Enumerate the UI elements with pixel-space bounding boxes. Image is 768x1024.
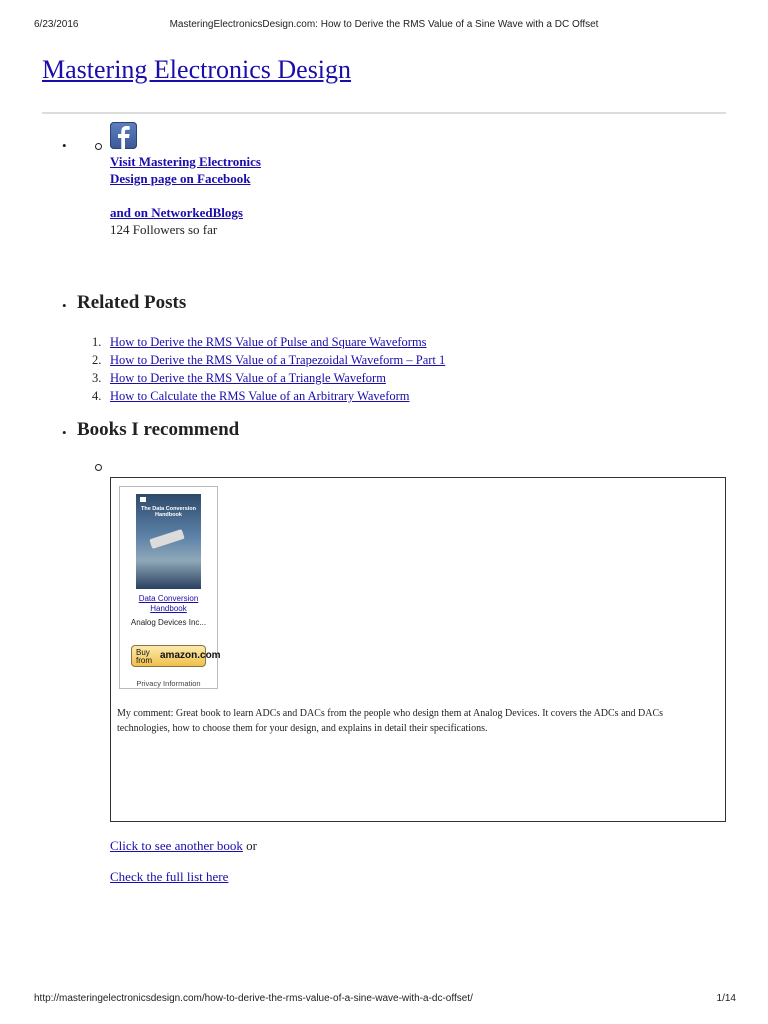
privacy-information: Privacy Information: [136, 679, 201, 688]
buy-from-amazon-button[interactable]: [131, 645, 221, 667]
list-item: [92, 387, 732, 405]
amazon-logo-text: amazon.com: [160, 650, 221, 661]
related-post-link[interactable]: How to Calculate the RMS Value of an Arbitrary Waveform: [110, 389, 410, 403]
related-post-link[interactable]: How to Derive the RMS Value of Pulse and Square Waveforms: [110, 335, 427, 349]
page-number: 1/14: [716, 993, 736, 1004]
another-book-link[interactable]: Click to see another book: [110, 838, 243, 853]
followers-count: 124 Followers so far: [110, 222, 218, 237]
print-url: http://masteringelectronicsdesign.com/how-to-derive-the-rms-value-of-a-sine-wave-with-a-dc-offset/: [34, 993, 473, 1004]
print-page-title: MasteringElectronicsDesign.com: How to Derive the RMS Value of a Sine Wave with a DC Offset: [169, 19, 599, 30]
circle-marker: [95, 143, 102, 150]
full-list-line: [110, 869, 228, 885]
book-title-link[interactable]: Data Conversion Handbook: [138, 594, 199, 613]
full-list-link[interactable]: Check the full list here: [110, 869, 229, 884]
facebook-page-link[interactable]: Visit Mastering Electronics Design page on Facebook: [110, 154, 261, 186]
book-cover-image[interactable]: [136, 494, 201, 589]
bullet-marker: •: [62, 298, 67, 313]
another-book-line: [110, 838, 257, 854]
book-cover-title: The Data Conversion Handbook: [140, 506, 196, 518]
title-divider: [42, 112, 726, 114]
list-item: [92, 333, 732, 351]
spacer: [110, 187, 270, 204]
list-number: 2.: [92, 353, 102, 367]
site-title-link[interactable]: Mastering Electronics Design: [42, 55, 352, 84]
related-posts-list: [92, 333, 732, 405]
list-number: 3.: [92, 371, 102, 385]
facebook-f-icon: [110, 122, 137, 149]
facebook-icon[interactable]: [110, 122, 137, 149]
chip-illustration: [149, 529, 184, 549]
book-author: Analog Devices Inc...: [130, 618, 207, 627]
related-post-link[interactable]: How to Derive the RMS Value of a Triangle Waveform: [110, 371, 386, 385]
list-number: 4.: [92, 389, 102, 403]
list-item: [92, 369, 732, 387]
bullet-marker: •: [62, 138, 67, 153]
list-item: [92, 351, 732, 369]
related-post-link[interactable]: How to Derive the RMS Value of a Trapezoidal Waveform – Part 1: [110, 353, 446, 367]
book-comment: My comment: Great book to learn ADCs and DACs from the people who design them at Analog Devices. It covers the ADCs and DACs technologies, how to choose them for your design, and explains in detail their specifications.: [117, 708, 664, 734]
list-number: 1.: [92, 335, 102, 349]
or-text: or: [246, 838, 257, 853]
site-title: [42, 55, 351, 85]
circle-marker: [95, 464, 102, 471]
publisher-logo: [140, 497, 146, 502]
from-label: from: [136, 656, 152, 665]
buy-label: Buy: [136, 648, 150, 657]
related-posts-heading: Related Posts: [77, 292, 187, 313]
networkedblogs-link[interactable]: and on NetworkedBlogs: [110, 205, 243, 220]
book-recommendation-box: [110, 477, 726, 822]
bullet-marker: •: [62, 425, 67, 440]
amazon-book-widget: [119, 486, 221, 689]
facebook-block: [110, 153, 270, 238]
books-heading: Books I recommend: [77, 419, 240, 440]
print-date: 6/23/2016: [34, 19, 79, 30]
